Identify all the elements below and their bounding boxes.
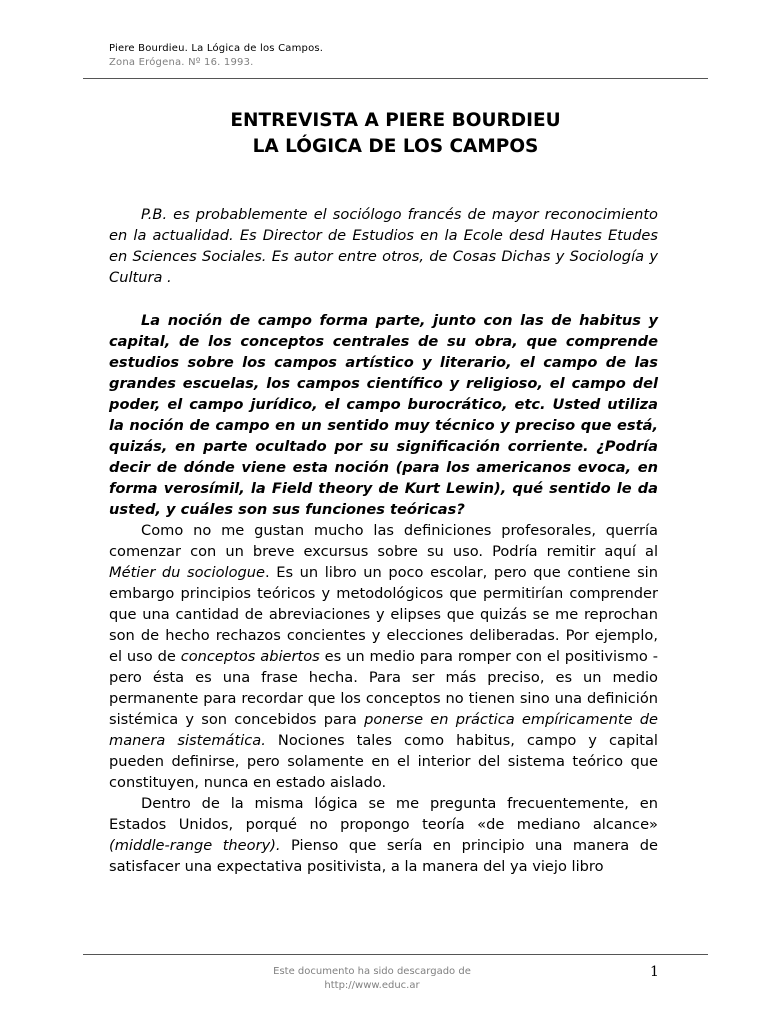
header-title: Piere Bourdieu. La Lógica de los Campos.	[109, 43, 324, 54]
answer-paragraph-2	[109, 793, 658, 877]
answer-1-text-c: . Es un libro un poco escolar, pero que contiene sin embargo principios teóricos y metodológicos que permitirían comprender que una cantidad de abreviaciones y elipses que quizás se me reprochan son de hecho rechazos concientes y elecciones deliberadas. Por ejemplo, el uso de	[109, 564, 658, 665]
answer-1-book-title: Métier du sociologue	[109, 564, 266, 581]
page-number: 1	[650, 964, 659, 980]
intro-paragraph: P.B. es probablemente el sociólogo francés de mayor reconocimiento en la actualidad. Es Director de Estudios en la Ecole desd Hautes Etudes en Sciences Sociales. Es autor entre otros, de Cosas Dichas y Sociología y Cultura .	[109, 206, 658, 286]
header-source: Zona Erógena. Nº 16. 1993.	[109, 57, 254, 68]
footer-url: http://www.educ.ar	[324, 980, 420, 991]
title-line-2: LA LÓGICA DE LOS CAMPOS	[252, 136, 539, 157]
answer-1-text-a: Como no me gustan mucho las definiciones profesorales, querría comenzar con un breve excursus sobre su uso. Podría remitir aquí al	[109, 522, 658, 560]
answer-1-emphasis-open-concepts: conceptos abiertos	[180, 648, 320, 665]
page-footer	[200, 965, 544, 993]
title-line-1: ENTREVISTA A PIERE BOURDIEU	[230, 110, 561, 131]
interview-question: La noción de campo forma parte, junto con las de habitus y capital, de los conceptos centrales de su obra, que comprende estudios sobre los campos artístico y literario, el campo de las grandes escuelas, los campos científico y religioso, el campo del poder, el campo jurídico, el campo burocrático, etc. Usted utiliza la noción de campo en un sentido muy técnico y preciso que está, quizás, en parte ocultado por su significación corriente. ¿Podría decir de dónde viene esta noción (para los americanos evoca, en forma verosímil, la Field theory de Kurt Lewin), qué sentido le da usted, y cuáles son sus funciones teóricas?	[109, 312, 658, 518]
answer-paragraph-1	[109, 520, 658, 793]
running-header	[109, 42, 323, 70]
footer-divider	[83, 954, 708, 955]
header-divider	[83, 78, 708, 79]
answer-1-text-e: es un medio para romper con el positivismo -pero ésta es una frase hecha. Para ser más preciso, es un medio permanente para recordar que los conceptos no tienen sino una definición sistémica y son concebidos para	[109, 648, 658, 728]
answer-1-text-g: Nociones tales como habitus, campo y capital pueden definirse, pero solamente en el interior del sistema teórico que constituyen, nunca en estado aislado.	[109, 732, 658, 791]
answer-2-text-c: Pienso que sería en principio una manera de satisfacer una expectativa positivista, a la manera del ya viejo libro	[109, 837, 658, 875]
answer-2-text-a: Dentro de la misma lógica se me pregunta frecuentemente, en Estados Unidos, porqué no propongo teoría «de mediano alcance»	[109, 795, 658, 833]
footer-note: Este documento ha sido descargado de	[273, 966, 471, 977]
document-body	[109, 204, 658, 877]
answer-2-emphasis-theory: (middle-range theory).	[109, 837, 281, 854]
answer-1-emphasis-practice: ponerse en práctica empíricamente de manera sistemática.	[109, 711, 658, 749]
document-title	[83, 108, 708, 160]
